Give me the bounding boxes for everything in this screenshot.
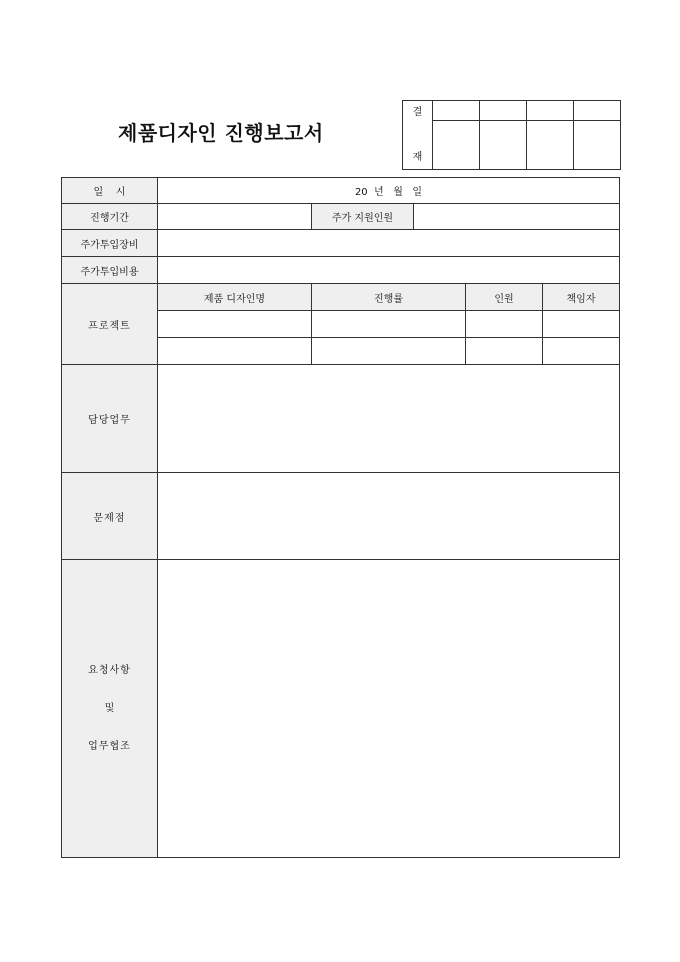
project-cell[interactable] — [543, 338, 620, 365]
approval-sign-cell[interactable] — [574, 121, 621, 170]
project-col-manager: 책임자 — [543, 284, 620, 311]
project-cell[interactable] — [158, 338, 312, 365]
project-cell[interactable] — [466, 338, 543, 365]
report-form — [61, 177, 620, 858]
approval-header-cell[interactable] — [480, 101, 527, 121]
project-label: 프로젝트 — [62, 284, 158, 365]
duties-field[interactable] — [158, 365, 620, 473]
date-value[interactable]: 20 년 월 일 — [158, 178, 620, 204]
project-cell[interactable] — [543, 311, 620, 338]
support-staff-field[interactable] — [414, 204, 620, 230]
equipment-field[interactable] — [158, 230, 620, 257]
project-cell[interactable] — [158, 311, 312, 338]
requests-label-line3: 업무협조 — [88, 740, 131, 752]
period-field[interactable] — [158, 204, 312, 230]
equipment-label: 주가투입장비 — [62, 230, 158, 257]
period-label: 진행기간 — [62, 204, 158, 230]
approval-box — [402, 100, 621, 170]
support-staff-label: 주가 지원인원 — [312, 204, 414, 230]
requests-label-line1: 요청사항 — [88, 664, 131, 676]
cost-field[interactable] — [158, 257, 620, 284]
problems-field[interactable] — [158, 473, 620, 560]
approval-sign-cell[interactable] — [433, 121, 480, 170]
project-col-progress: 진행률 — [312, 284, 466, 311]
approval-label-bottom: 재 — [403, 121, 433, 170]
date-label: 일 시 — [62, 178, 158, 204]
approval-header-cell[interactable] — [433, 101, 480, 121]
requests-field[interactable] — [158, 560, 620, 858]
approval-sign-cell[interactable] — [527, 121, 574, 170]
requests-label-line2: 및 — [104, 702, 115, 714]
duties-label: 담당업무 — [62, 365, 158, 473]
approval-label-top: 결 — [403, 101, 433, 121]
approval-header-cell[interactable] — [527, 101, 574, 121]
approval-sign-cell[interactable] — [480, 121, 527, 170]
cost-label: 주가투입비용 — [62, 257, 158, 284]
project-cell[interactable] — [312, 311, 466, 338]
document-title: 제품디자인 진행보고서 — [118, 121, 324, 145]
project-col-name: 제품 디자인명 — [158, 284, 312, 311]
project-col-staff: 인원 — [466, 284, 543, 311]
project-cell[interactable] — [466, 311, 543, 338]
project-cell[interactable] — [312, 338, 466, 365]
problems-label: 문제점 — [62, 473, 158, 560]
requests-label — [62, 560, 158, 858]
approval-header-cell[interactable] — [574, 101, 621, 121]
